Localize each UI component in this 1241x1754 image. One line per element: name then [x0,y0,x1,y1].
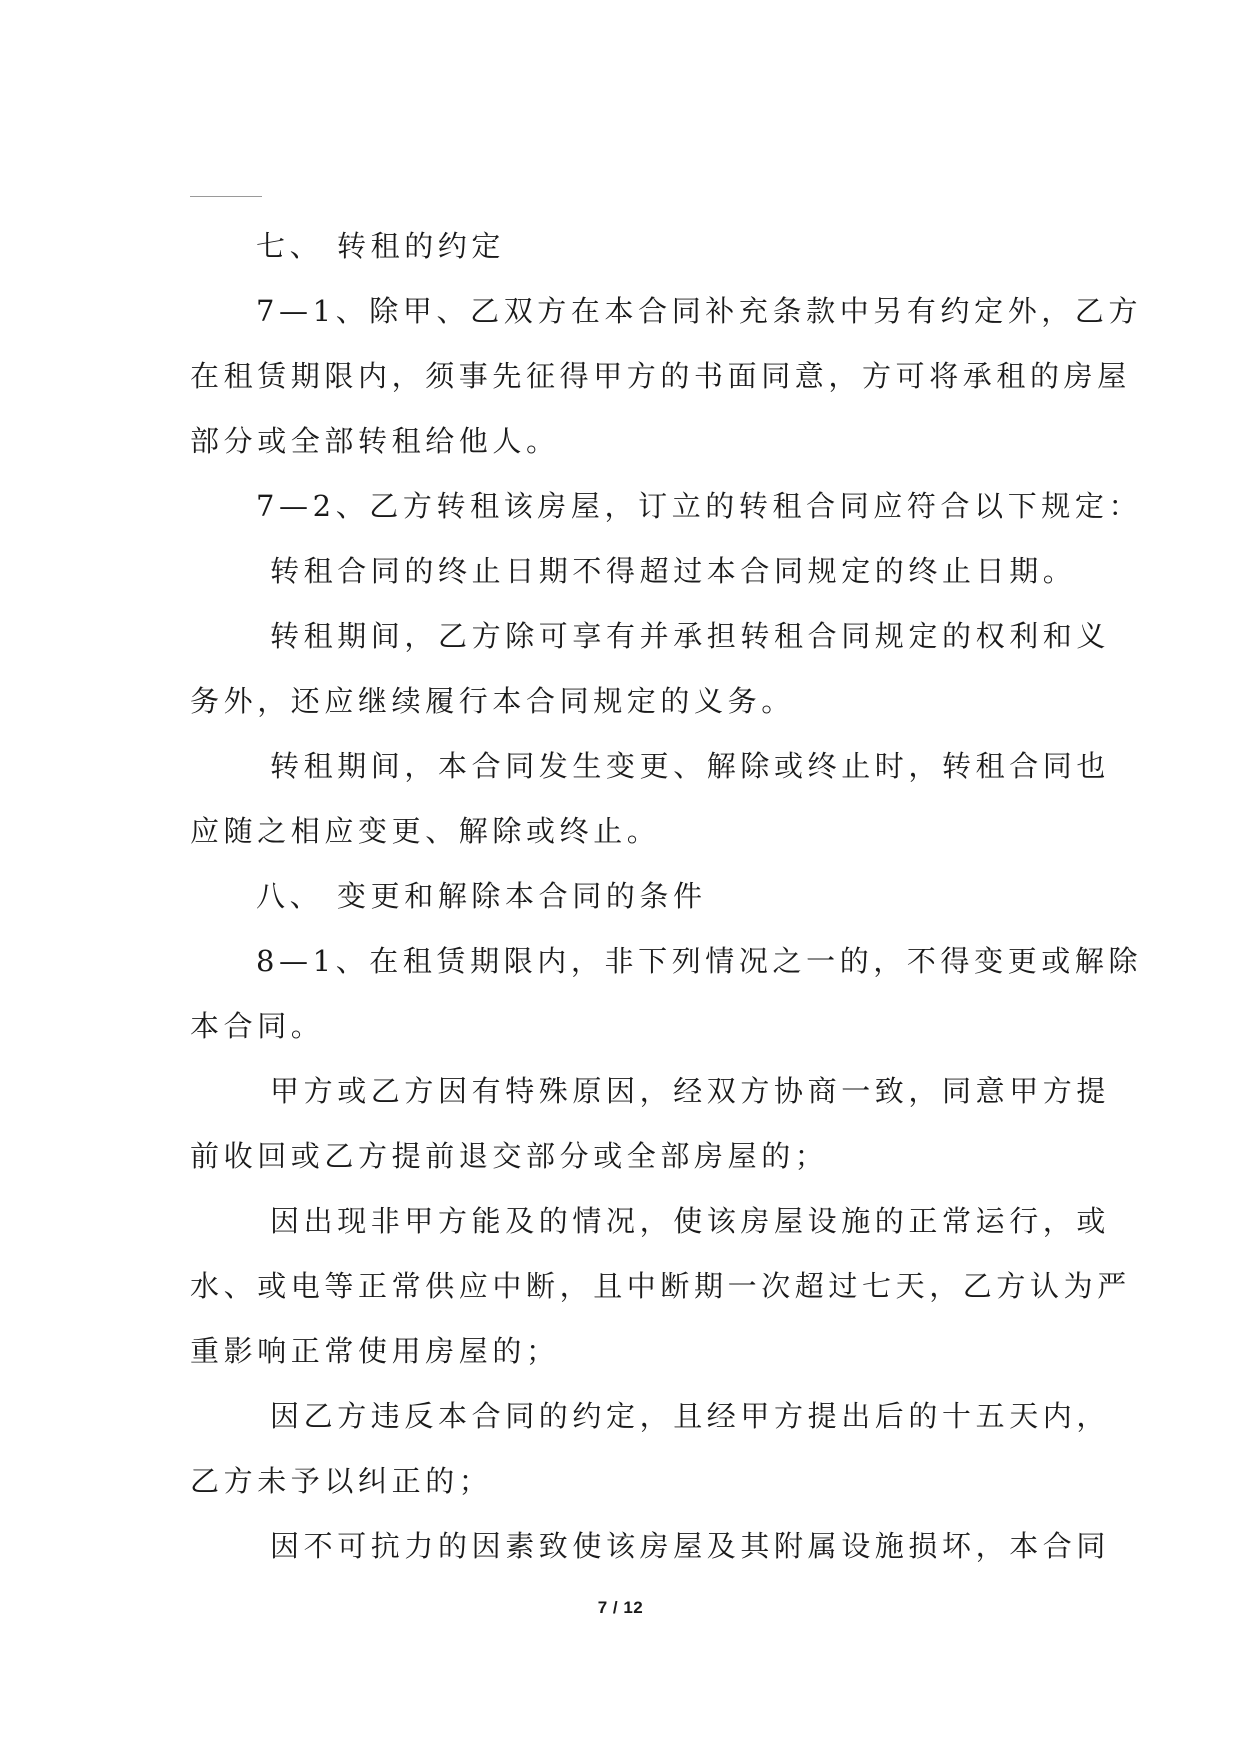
clause-8-1-item-3-line-2: 乙方未予以纠正的； [190,1464,493,1498]
clause-8-1-item-2-line-3: 重影响正常使用房屋的； [190,1334,560,1368]
clause-7-2-item-2-line-1: 转租期间，乙方除可享有并承担转租合同规定的权利和义 [270,619,1111,653]
clause-8-1-item-2-line-2: 水、或电等正常供应中断，且中断期一次超过七天，乙方认为严 [190,1269,1131,1303]
clause-7-2-item-2-line-2: 务外，还应继续履行本合同规定的义务。 [190,684,795,718]
clause-7-2-item-3-line-1: 转租期间，本合同发生变更、解除或终止时，转租合同也 [270,749,1111,783]
header-rule [190,196,262,197]
clause-7-1-line-2: 在租赁期限内，须事先征得甲方的书面同意，方可将承租的房屋 [190,359,1131,393]
clause-8-1-item-2-line-1: 因出现非甲方能及的情况，使该房屋设施的正常运行，或 [270,1204,1111,1238]
page-number: 7 / 12 [597,1598,644,1617]
clause-7-1-line-3: 部分或全部转租给他人。 [190,424,560,458]
clause-7-2-line-1: 7—2、乙方转租该房屋，订立的转租合同应符合以下规定： [256,489,1143,523]
clause-8-1-line-1: 8—1、在租赁期限内，非下列情况之一的，不得变更或解除 [256,944,1143,978]
clause-7-2-item-3-line-2: 应随之相应变更、解除或终止。 [190,814,661,848]
clause-7-1-line-1: 7—1、除甲、乙双方在本合同补充条款中另有约定外，乙方 [256,294,1143,328]
clause-8-1-item-4-line-1: 因不可抗力的因素致使该房屋及其附属设施损坏，本合同 [270,1529,1111,1563]
clause-8-1-line-2: 本合同。 [190,1009,325,1043]
clause-7-2-item-1-line-1: 转租合同的终止日期不得超过本合同规定的终止日期。 [270,554,1077,588]
clause-8-1-item-1-line-2: 前收回或乙方提前退交部分或全部房屋的； [190,1139,829,1173]
section-8-heading: 八、 变更和解除本合同的条件 [256,879,707,913]
section-7-heading: 七、 转租的约定 [256,229,506,263]
clause-8-1-item-1-line-1: 甲方或乙方因有特殊原因，经双方协商一致，同意甲方提 [270,1074,1111,1108]
clause-8-1-item-3-line-1: 因乙方违反本合同的约定，且经甲方提出后的十五天内， [270,1399,1111,1433]
